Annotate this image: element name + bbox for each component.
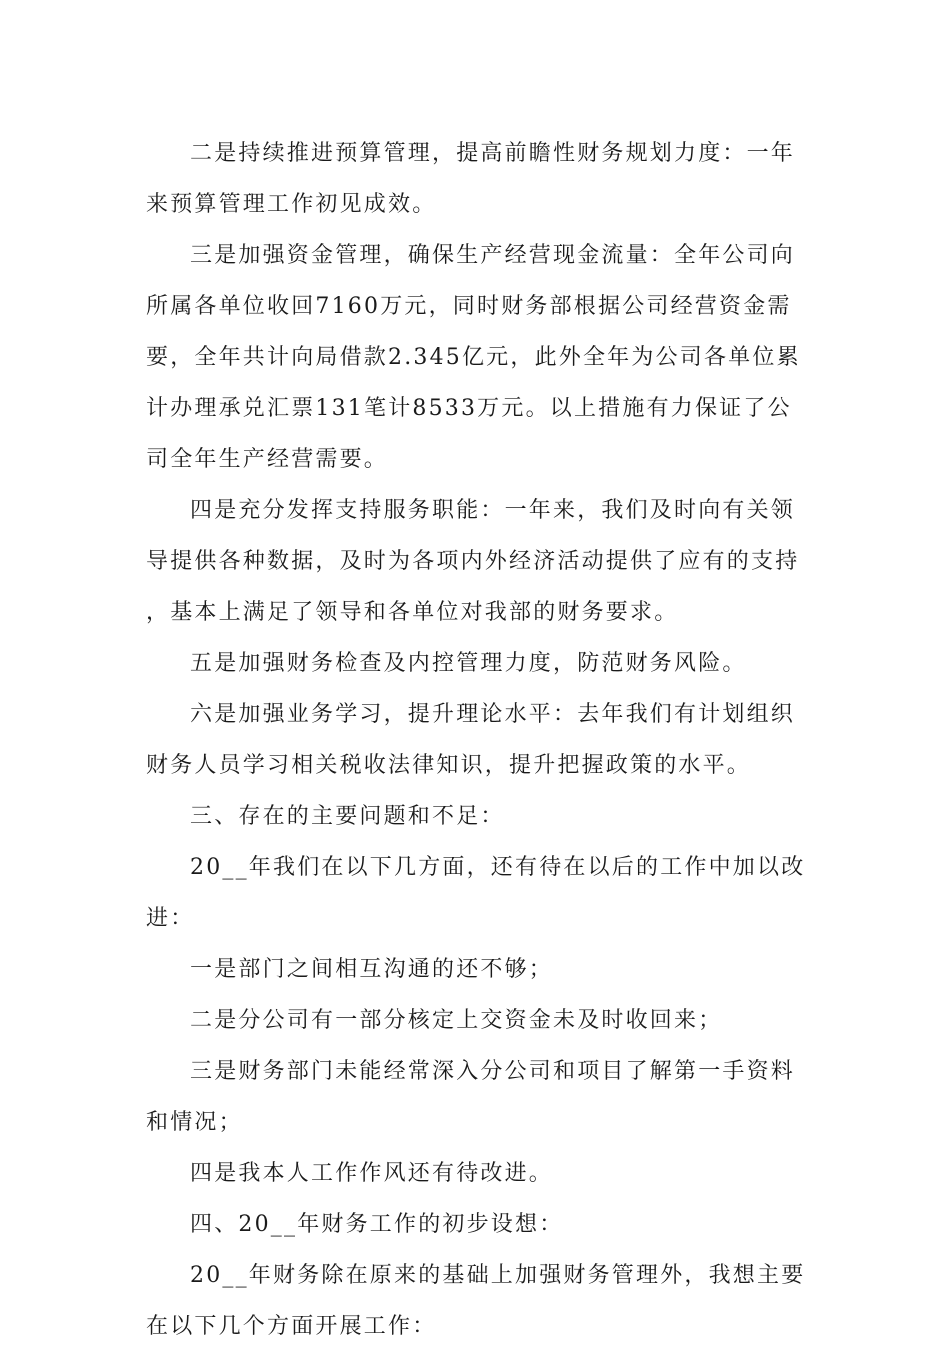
- paragraph-issue-communication: 一是部门之间相互沟通的还不够；: [190, 957, 554, 982]
- paragraph-support-services: 四是充分发挥支持服务职能：一年来，我们及时向有关领导提供各种数据，及时为各项内外经济活动提供了应有的支持，基本上满足了领导和各单位对我部的财务要求。: [146, 498, 800, 625]
- paragraph-issue-field-research: 三是财务部门未能经常深入分公司和项目了解第一手资料和情况；: [146, 1059, 796, 1135]
- document-body: [146, 128, 806, 1352]
- paragraph-improvement-intro: 20__年我们在以下几方面，还有待在以后的工作中加以改进：: [146, 855, 806, 931]
- section-heading-problems: 三、存在的主要问题和不足：: [190, 804, 505, 829]
- section-heading-plans: 四、20__年财务工作的初步设想：: [190, 1212, 564, 1237]
- paragraph-fund-management: 三是加强资金管理，确保生产经营现金流量：全年公司向所属各单位收回7160万元，同时财务部根据公司经营资金需要，全年共计向局借款2.345亿元，此外全年为公司各单位累计办理承兑汇票131笔计8533万元。以上措施有力保证了公司全年生产经营需要。: [146, 243, 801, 472]
- paragraph-internal-control: 五是加强财务检查及内控管理力度，防范财务风险。: [190, 651, 747, 676]
- paragraph-budget-management: 二是持续推进预算管理，提高前瞻性财务规划力度：一年来预算管理工作初见成效。: [146, 141, 796, 217]
- paragraph-business-study: 六是加强业务学习，提升理论水平：去年我们有计划组织财务人员学习相关税收法律知识，提升把握政策的水平。: [146, 702, 796, 778]
- paragraph-plans-intro: 20__年财务除在原来的基础上加强财务管理外，我想主要在以下几个方面开展工作：: [146, 1263, 806, 1339]
- paragraph-issue-work-style: 四是我本人工作作风还有待改进。: [190, 1161, 554, 1186]
- paragraph-issue-funds-recovery: 二是分公司有一部分核定上交资金未及时收回来；: [190, 1008, 723, 1033]
